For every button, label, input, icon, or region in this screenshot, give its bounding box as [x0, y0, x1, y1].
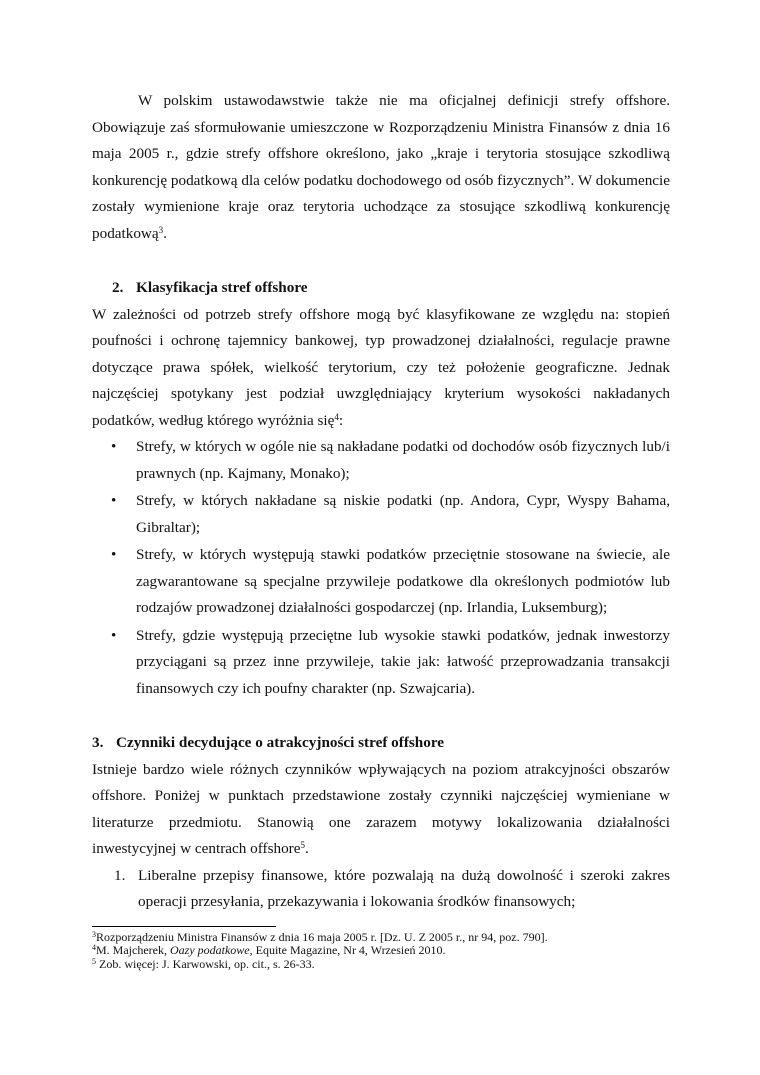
factors-list	[92, 863, 670, 916]
footnote-5: $^5$ Zob. więcej: J. Karwowski, op. cit., s. 26-33.	[92, 956, 315, 971]
list-item: • Strefy, w których nakładane są niskie podatki (np. Andora, Cypr, Wyspy Bahama, Gibraltar);	[92, 488, 670, 541]
classification-list	[92, 434, 670, 702]
list-item: • Strefy, w których występują stawki podatków przeciętnie stosowane na świecie, ale zagwarantowane są specjalne przywileje podatkowe dla określonych podmiotów lub rodzajów prowadzonej działalności gospodarczej (np. Irlandia, Luksemburg);	[92, 542, 670, 622]
footnote-ref-4: 4	[334, 411, 339, 422]
list-item: 1. Liberalne przepisy finansowe, które pozwalają na dużą dowolność i szeroki zakres operacji przesyłania, przekazywania i lokowania środków finansowych;	[114, 866, 670, 910]
footnote-4: $^4$M. Majcherek, Oazy podatkowe, Equite Magazine, Nr 4, Wrzesień 2010.	[92, 943, 446, 957]
list-item: • Strefy, gdzie występują przeciętne lub wysokie stawki podatków, jednak inwestorzy przyciągani są przez inne przywileje, takie jak: łatwość przeprowadzania transakcji finansowych czy ich poufny charakter (np. Szwajcaria).	[92, 623, 670, 703]
bullet-icon: •	[111, 546, 117, 563]
section-3-heading: 3. Czynniki decydujące o atrakcyjności stref offshore	[92, 734, 445, 751]
bullet-icon: •	[111, 438, 117, 455]
section-3-paragraph: Istnieje bardzo wiele różnych czynników wpływających na poziom atrakcyjności obszarów offshore. Poniżej w punktach przedstawione zostały czynniki najczęściej wymieniane w literaturze przedmiotu. Stanowią one zarazem motywy lokalizowania działalności inwestycyjnej w centrach offshore$^5$.	[92, 760, 670, 857]
document-page	[92, 88, 670, 971]
section-2-heading: 2. Klasyfikacja stref offshore	[112, 279, 308, 296]
footnote-separator	[92, 926, 276, 927]
footnote-ref-3: 3	[158, 224, 164, 235]
footnote-3: $^3$Rozporządzeniu Ministra Finansów z dnia 16 maja 2005 r. [Dz. U. Z 2005 r., nr 94, poz. 790].	[92, 929, 548, 944]
list-item: • Strefy, w których w ogóle nie są nakładane podatki od dochodów osób fizycznych lub/i prawnych (np. Kajmany, Monako);	[92, 434, 670, 487]
section-2-paragraph: W zależności od potrzeb strefy offshore mogą być klasyfikowane ze względu na: stopień poufności i ochronę tajemnicy bankowej, typ prowadzonej działalności, regulacje prawne dotyczące prawa spółek, wielkość terytorium, czy też położenie geograficzne. Jednak najczęściej spotykany jest podział uwzględniający kryterium wysokości nakładanych podatków, według którego wyróżnia się$^4$:	[92, 305, 670, 429]
footnote-ref-5: 5	[300, 840, 305, 850]
bullet-icon: •	[111, 626, 117, 644]
intro-paragraph: W polskim ustawodawstwie także nie ma oficjalnej definicji strefy offshore. Obowiązuje zaś sformułowanie umieszczone w Rozporządzeniu Ministra Finansów z dnia 16 maja 2005 r., gdzie strefy offshore określono, jako „kraje i terytoria stosujące szkodliwą konkurencję podatkową dla celów podatku dochodowego od osób fizycznych”. W dokumencie zostały wymienione kraje oraz terytoria uchodzące za stosujące szkodliwą konkurencję podatkową$^3$.	[92, 92, 670, 242]
bullet-icon: •	[111, 492, 117, 509]
